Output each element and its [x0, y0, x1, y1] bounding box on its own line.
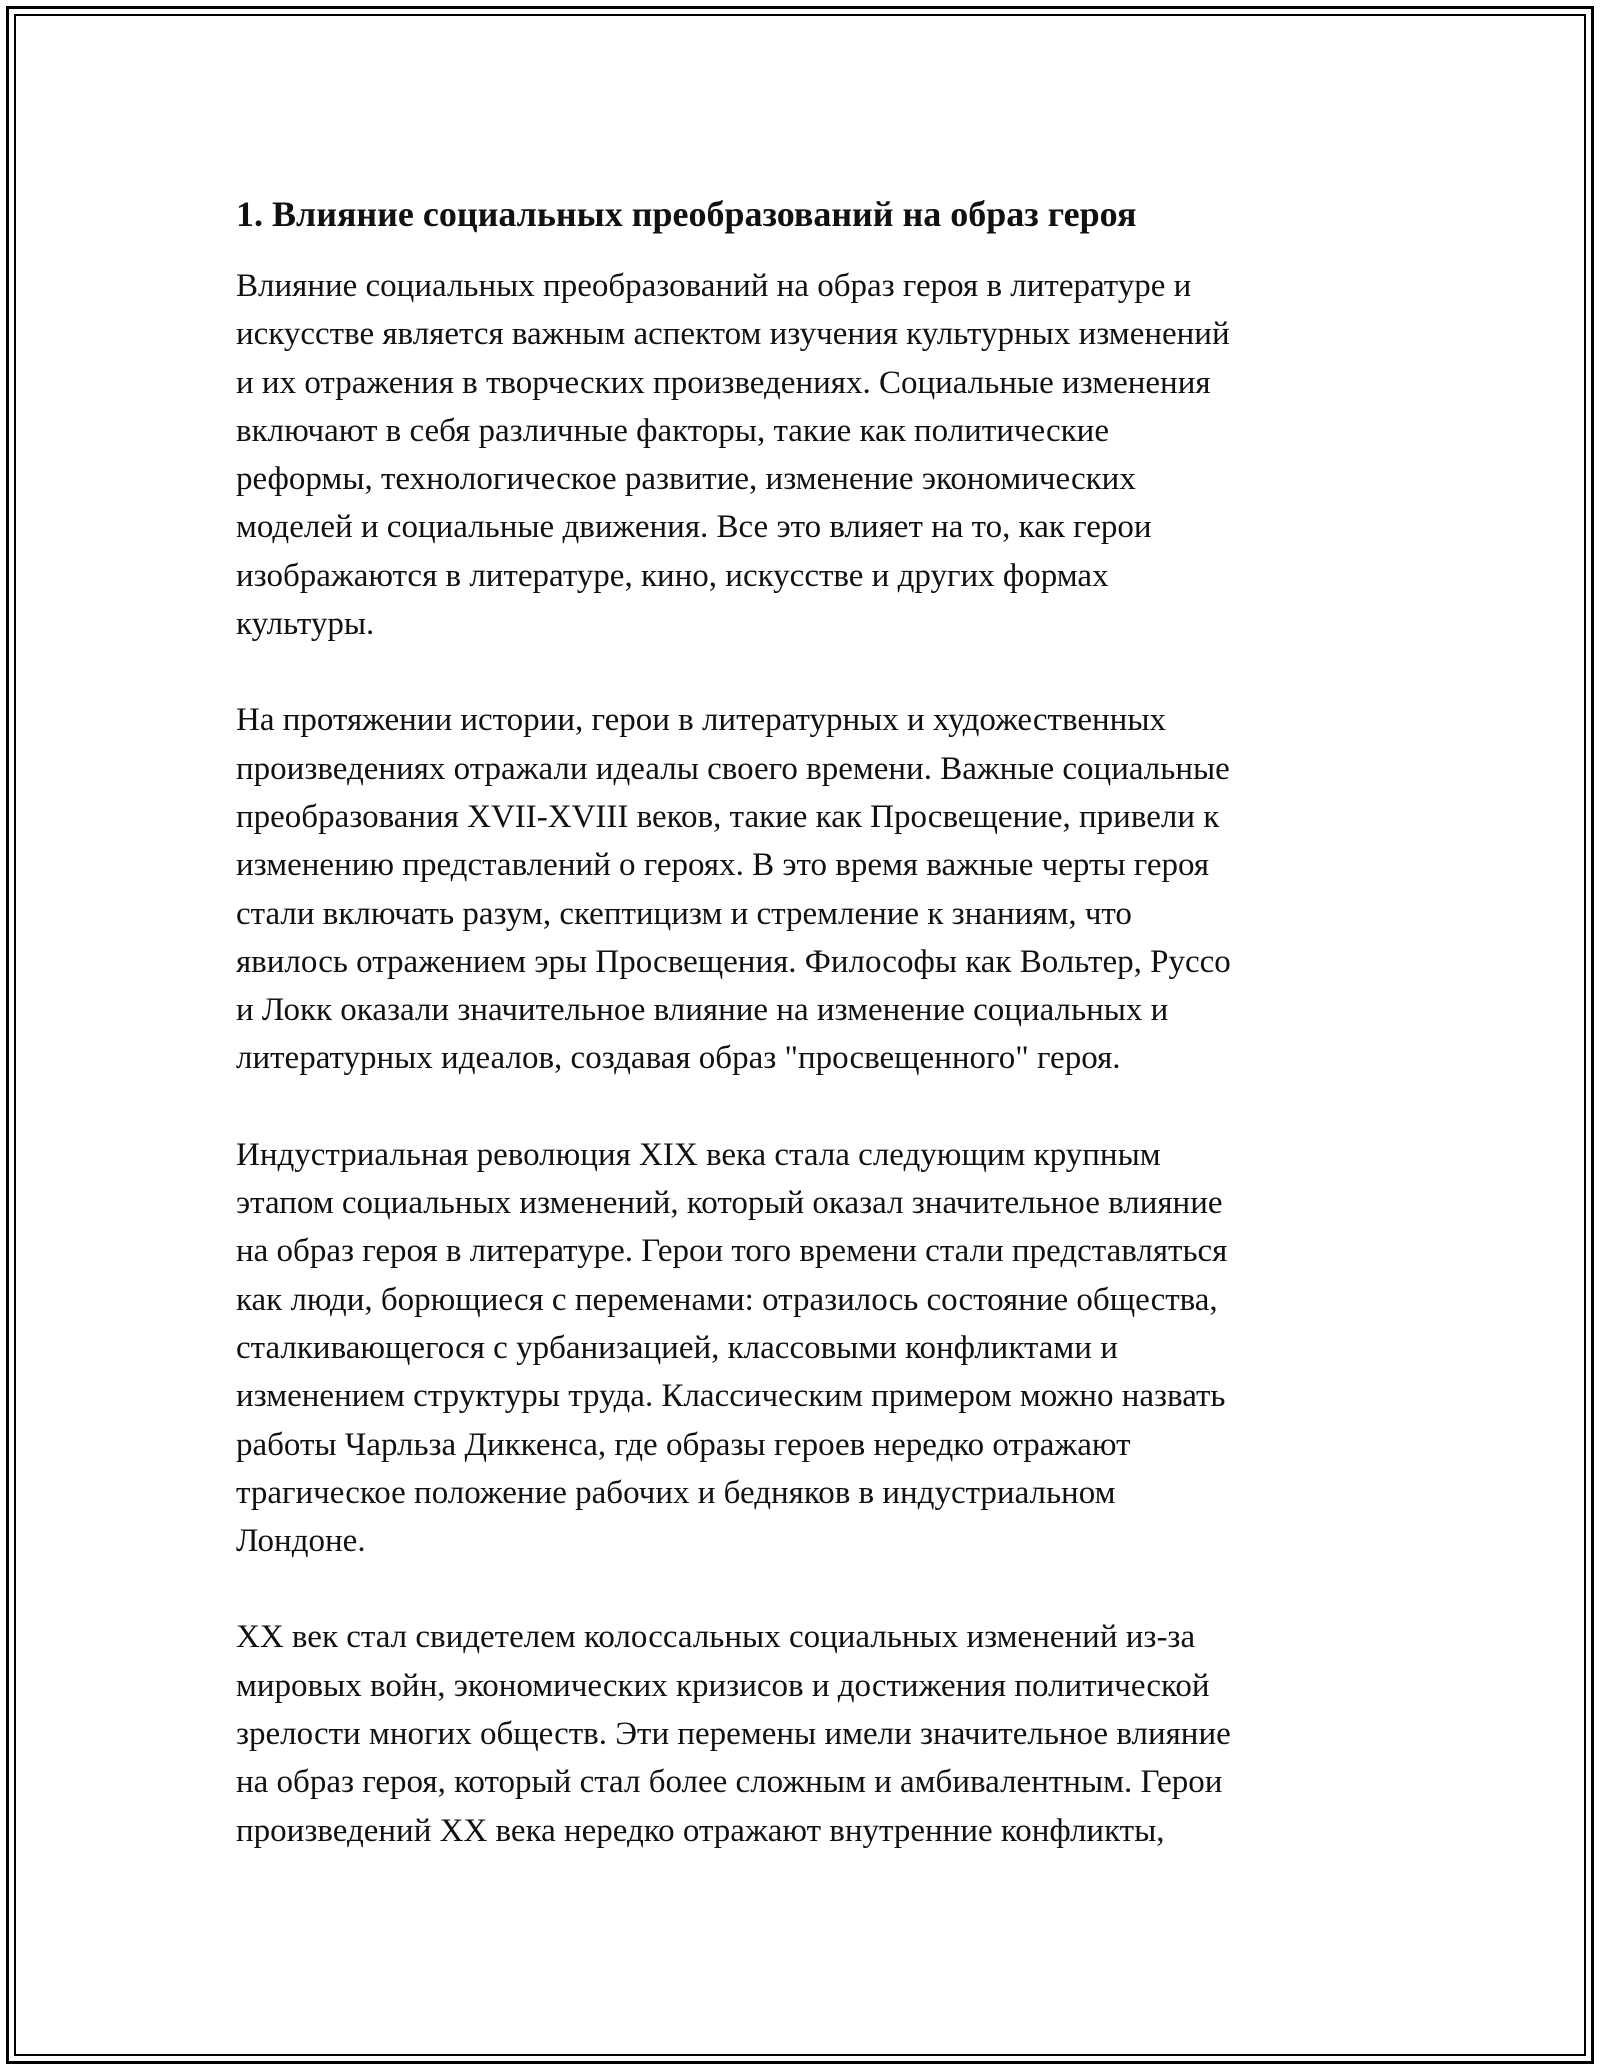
text-line: включают в себя различные факторы, такие как политические [236, 412, 1109, 449]
document-body [236, 186, 1386, 1903]
text-line: произведений XX века нередко отражают внутренние конфликты, [236, 1812, 1165, 1849]
text-line: и их отражения в творческих произведениях. Социальные изменения [236, 364, 1211, 401]
text-line: культуры. [236, 606, 375, 643]
text-line: Индустриальная революция XIX века стала следующим крупным [236, 1136, 1161, 1173]
text-line: и Локк оказали значительное влияние на изменение социальных и [236, 992, 1169, 1029]
text-line: сталкивающегося с урбанизацией, классовыми конфликтами и [236, 1329, 1118, 1366]
text-line: Влияние социальных преобразований на образ героя в литературе и [236, 268, 1192, 304]
text-line: изменением структуры труда. Классическим примером можно назвать [236, 1378, 1226, 1415]
section-heading: 1. Влияние социальных преобразований на образ героя [236, 194, 1137, 234]
text-line: реформы, технологическое развитие, изменение экономических [236, 461, 1136, 498]
text-line: литературных идеалов, создавая образ "просвещенного" героя. [236, 1040, 1121, 1077]
paragraph-enlightenment [236, 696, 1351, 1082]
paragraph-intro [236, 262, 1351, 648]
paragraph-industrial-revolution [236, 1131, 1351, 1566]
text-line: как люди, борющиеся с переменами: отразилось состояние общества, [236, 1281, 1218, 1318]
text-line: мировых войн, экономических кризисов и достижения политической [236, 1667, 1210, 1704]
text-line: на образ героя, который стал более сложным и амбивалентным. Герои [236, 1764, 1223, 1801]
text-line: работы Чарльза Диккенса, где образы героев нередко отражают [236, 1426, 1131, 1463]
text-line: явилось отражением эры Просвещения. Философы как Вольтер, Руссо [236, 943, 1231, 980]
text-line: Лондоне. [236, 1523, 366, 1560]
text-line: этапом социальных изменений, который оказал значительное влияние [236, 1185, 1223, 1222]
text-line: трагическое положение рабочих и бедняков в индустриальном [236, 1474, 1116, 1511]
text-line: зрелости многих обществ. Эти перемены имели значительное влияние [236, 1716, 1231, 1753]
text-line: изображаются в литературе, кино, искусстве и других формах [236, 557, 1109, 594]
text-line: на образ героя в литературе. Герои того времени стали представляться [236, 1233, 1228, 1270]
text-line: искусстве является важным аспектом изучения культурных изменений [236, 316, 1230, 353]
text-line: На протяжении истории, герои в литературных и художественных [236, 702, 1166, 739]
text-line: стали включать разум, скептицизм и стремление к знаниям, что [236, 895, 1132, 932]
text-line: произведениях отражали идеалы своего времени. Важные социальные [236, 750, 1230, 787]
text-line: XX век стал свидетелем колоссальных социальных изменений из-за [236, 1619, 1196, 1656]
text-line: изменению представлений о героях. В это время важные черты героя [236, 847, 1210, 884]
text-line: моделей и социальные движения. Все это влияет на то, как герои [236, 509, 1152, 546]
text-line: преобразования XVII-XVIII веков, такие как Просвещение, привели к [236, 798, 1220, 835]
paragraph-twentieth-century [236, 1613, 1351, 1854]
